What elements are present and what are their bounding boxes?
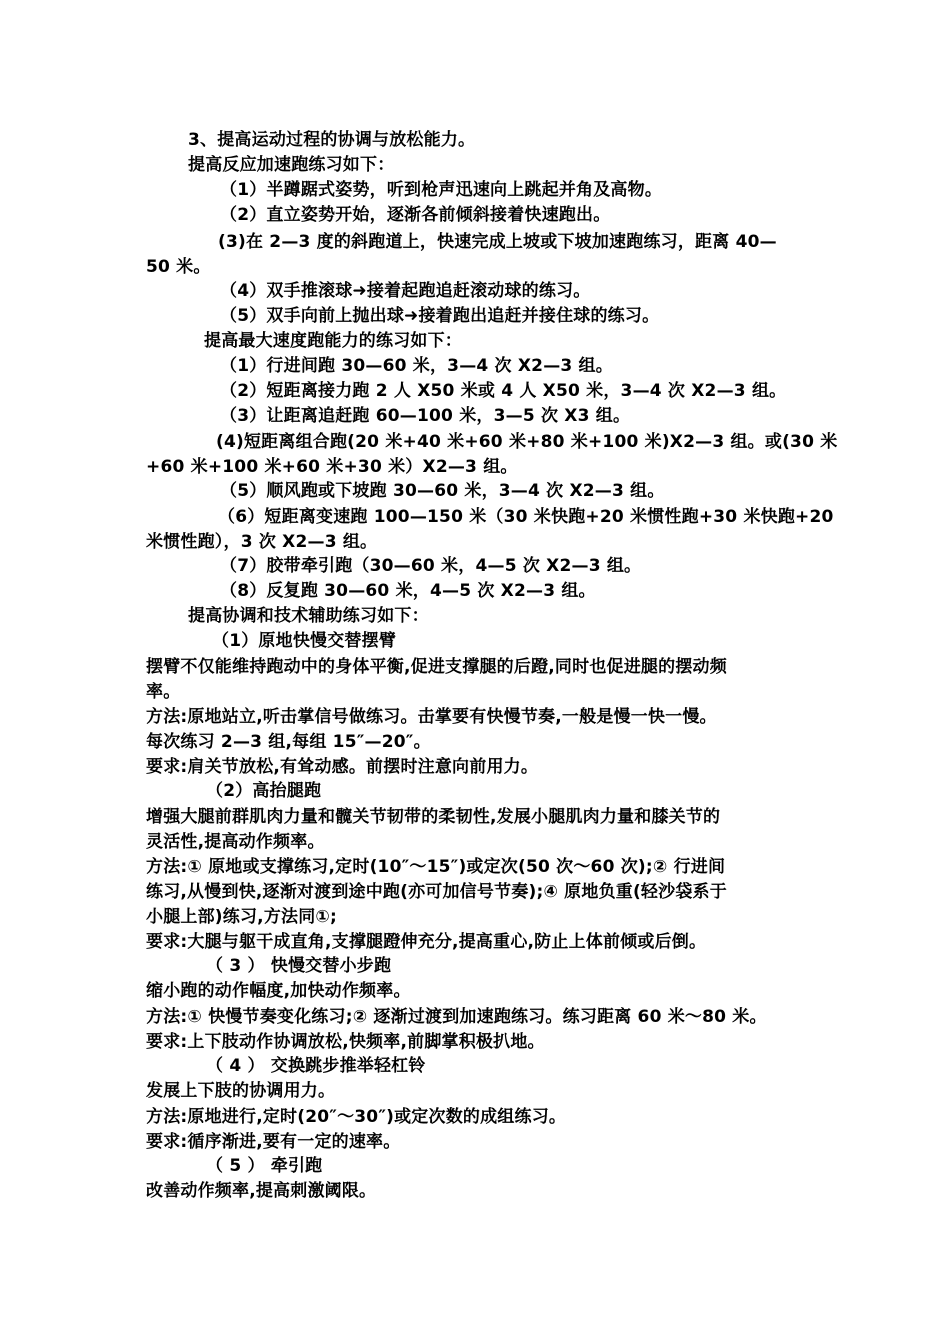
text-line: 方法:原地进行,定时(20″～30″)或定次数的成组练习。 bbox=[146, 1107, 567, 1127]
text-line: （2）直立姿势开始，逐渐各前倾斜接着快速跑出。 bbox=[220, 205, 611, 225]
text-line: （1）半蹲踞式姿势，听到枪声迅速向上跳起并角及高物。 bbox=[220, 180, 663, 200]
item-heading: （2）高抬腿跑 bbox=[206, 781, 322, 801]
text-line: 米惯性跑），3 次 X2—3 组。 bbox=[146, 532, 378, 552]
text-line: 缩小跑的动作幅度,加快动作频率。 bbox=[146, 981, 411, 1001]
subsection-heading: 提高反应加速跑练习如下： bbox=[188, 155, 395, 175]
text-line: （7）胶带牵引跑（30—60 米，4—5 次 X2—3 组。 bbox=[220, 556, 642, 576]
text-line: (3)在 2—3 度的斜跑道上，快速完成上坡或下坡加速跑练习，距离 40— bbox=[218, 232, 777, 252]
item-heading: （ 3 ） 快慢交替小步跑 bbox=[206, 956, 392, 976]
text-line: （5）双手向前上抛出球➜接着跑出追赶并接住球的练习。 bbox=[220, 306, 660, 326]
text-line: 方法:① 原地或支撑练习,定时(10″～15″)或定次(50 次～60 次);② 行进间 bbox=[146, 857, 726, 877]
text-line: 增强大腿前群肌肉力量和髋关节韧带的柔韧性,发展小腿肌肉力量和膝关节的 bbox=[146, 807, 721, 827]
text-line: 要求:循序渐进,要有一定的速率。 bbox=[146, 1132, 401, 1152]
text-line: 灵活性,提高动作频率。 bbox=[146, 832, 325, 852]
text-line: （5）顺风跑或下坡跑 30—60 米，3—4 次 X2—3 组。 bbox=[220, 481, 665, 501]
text-line: （6）短距离变速跑 100—150 米（30 米快跑+20 米惯性跑+30 米快跑+20 bbox=[218, 507, 834, 527]
text-line: 方法:原地站立,听击掌信号做练习。击掌要有快慢节奏,一般是慢一快一慢。 bbox=[146, 707, 717, 727]
text-line: 发展上下肢的协调用力。 bbox=[146, 1081, 336, 1101]
text-line: 要求:上下肢动作协调放松,快频率,前脚掌积极扒地。 bbox=[146, 1032, 545, 1052]
text-line: +60 米+100 米+60 米+30 米）X2—3 组。 bbox=[146, 457, 518, 477]
text-line: 要求:大腿与躯干成直角,支撑腿蹬伸充分,提高重心,防止上体前倾或后倒。 bbox=[146, 932, 707, 952]
item-heading: （ 5 ） 牵引跑 bbox=[206, 1156, 323, 1176]
text-line: 摆臂不仅能维持跑动中的身体平衡,促进支撑腿的后蹬,同时也促进腿的摆动频 bbox=[146, 657, 727, 677]
subsection-heading: 提高协调和技术辅助练习如下： bbox=[188, 606, 429, 626]
text-line: （1）行进间跑 30—60 米，3—4 次 X2—3 组。 bbox=[220, 356, 613, 376]
text-line: 方法:① 快慢节奏变化练习;② 逐渐过渡到加速跑练习。练习距离 60 米～80 米。 bbox=[146, 1007, 767, 1027]
text-line: 练习,从慢到快,逐渐对渡到途中跑(亦可加信号节奏);④ 原地负重(轻沙袋系于 bbox=[146, 882, 727, 902]
text-line: 率。 bbox=[146, 682, 181, 702]
subsection-heading: 提高最大速度跑能力的练习如下： bbox=[204, 331, 462, 351]
text-line: 50 米。 bbox=[146, 257, 211, 277]
text-line: （2）短距离接力跑 2 人 X50 米或 4 人 X50 米，3—4 次 X2—3 组。 bbox=[220, 381, 787, 401]
text-line: 每次练习 2—3 组,每组 15″—20″。 bbox=[146, 732, 431, 752]
text-line: 改善动作频率,提高刺激阈限。 bbox=[146, 1181, 377, 1201]
item-heading: （ 4 ） 交换跳步推举轻杠铃 bbox=[206, 1056, 426, 1076]
text-line: （8）反复跑 30—60 米，4—5 次 X2—3 组。 bbox=[220, 581, 596, 601]
text-line: （3）让距离追赶跑 60—100 米，3—5 次 X3 组。 bbox=[220, 406, 631, 426]
text-line: （4）双手推滚球➜接着起跑追赶滚动球的练习。 bbox=[220, 281, 591, 301]
section-heading: 3、提高运动过程的协调与放松能力。 bbox=[188, 130, 476, 150]
text-line: (4)短距离组合跑(20 米+40 米+60 米+80 米+100 米)X2—3 组。或(30 米 bbox=[216, 432, 838, 452]
text-line: 要求:肩关节放松,有耸动感。前摆时注意向前用力。 bbox=[146, 757, 539, 777]
text-line: 小腿上部)练习,方法同①; bbox=[146, 907, 338, 927]
item-heading: （1）原地快慢交替摆臂 bbox=[212, 631, 397, 651]
